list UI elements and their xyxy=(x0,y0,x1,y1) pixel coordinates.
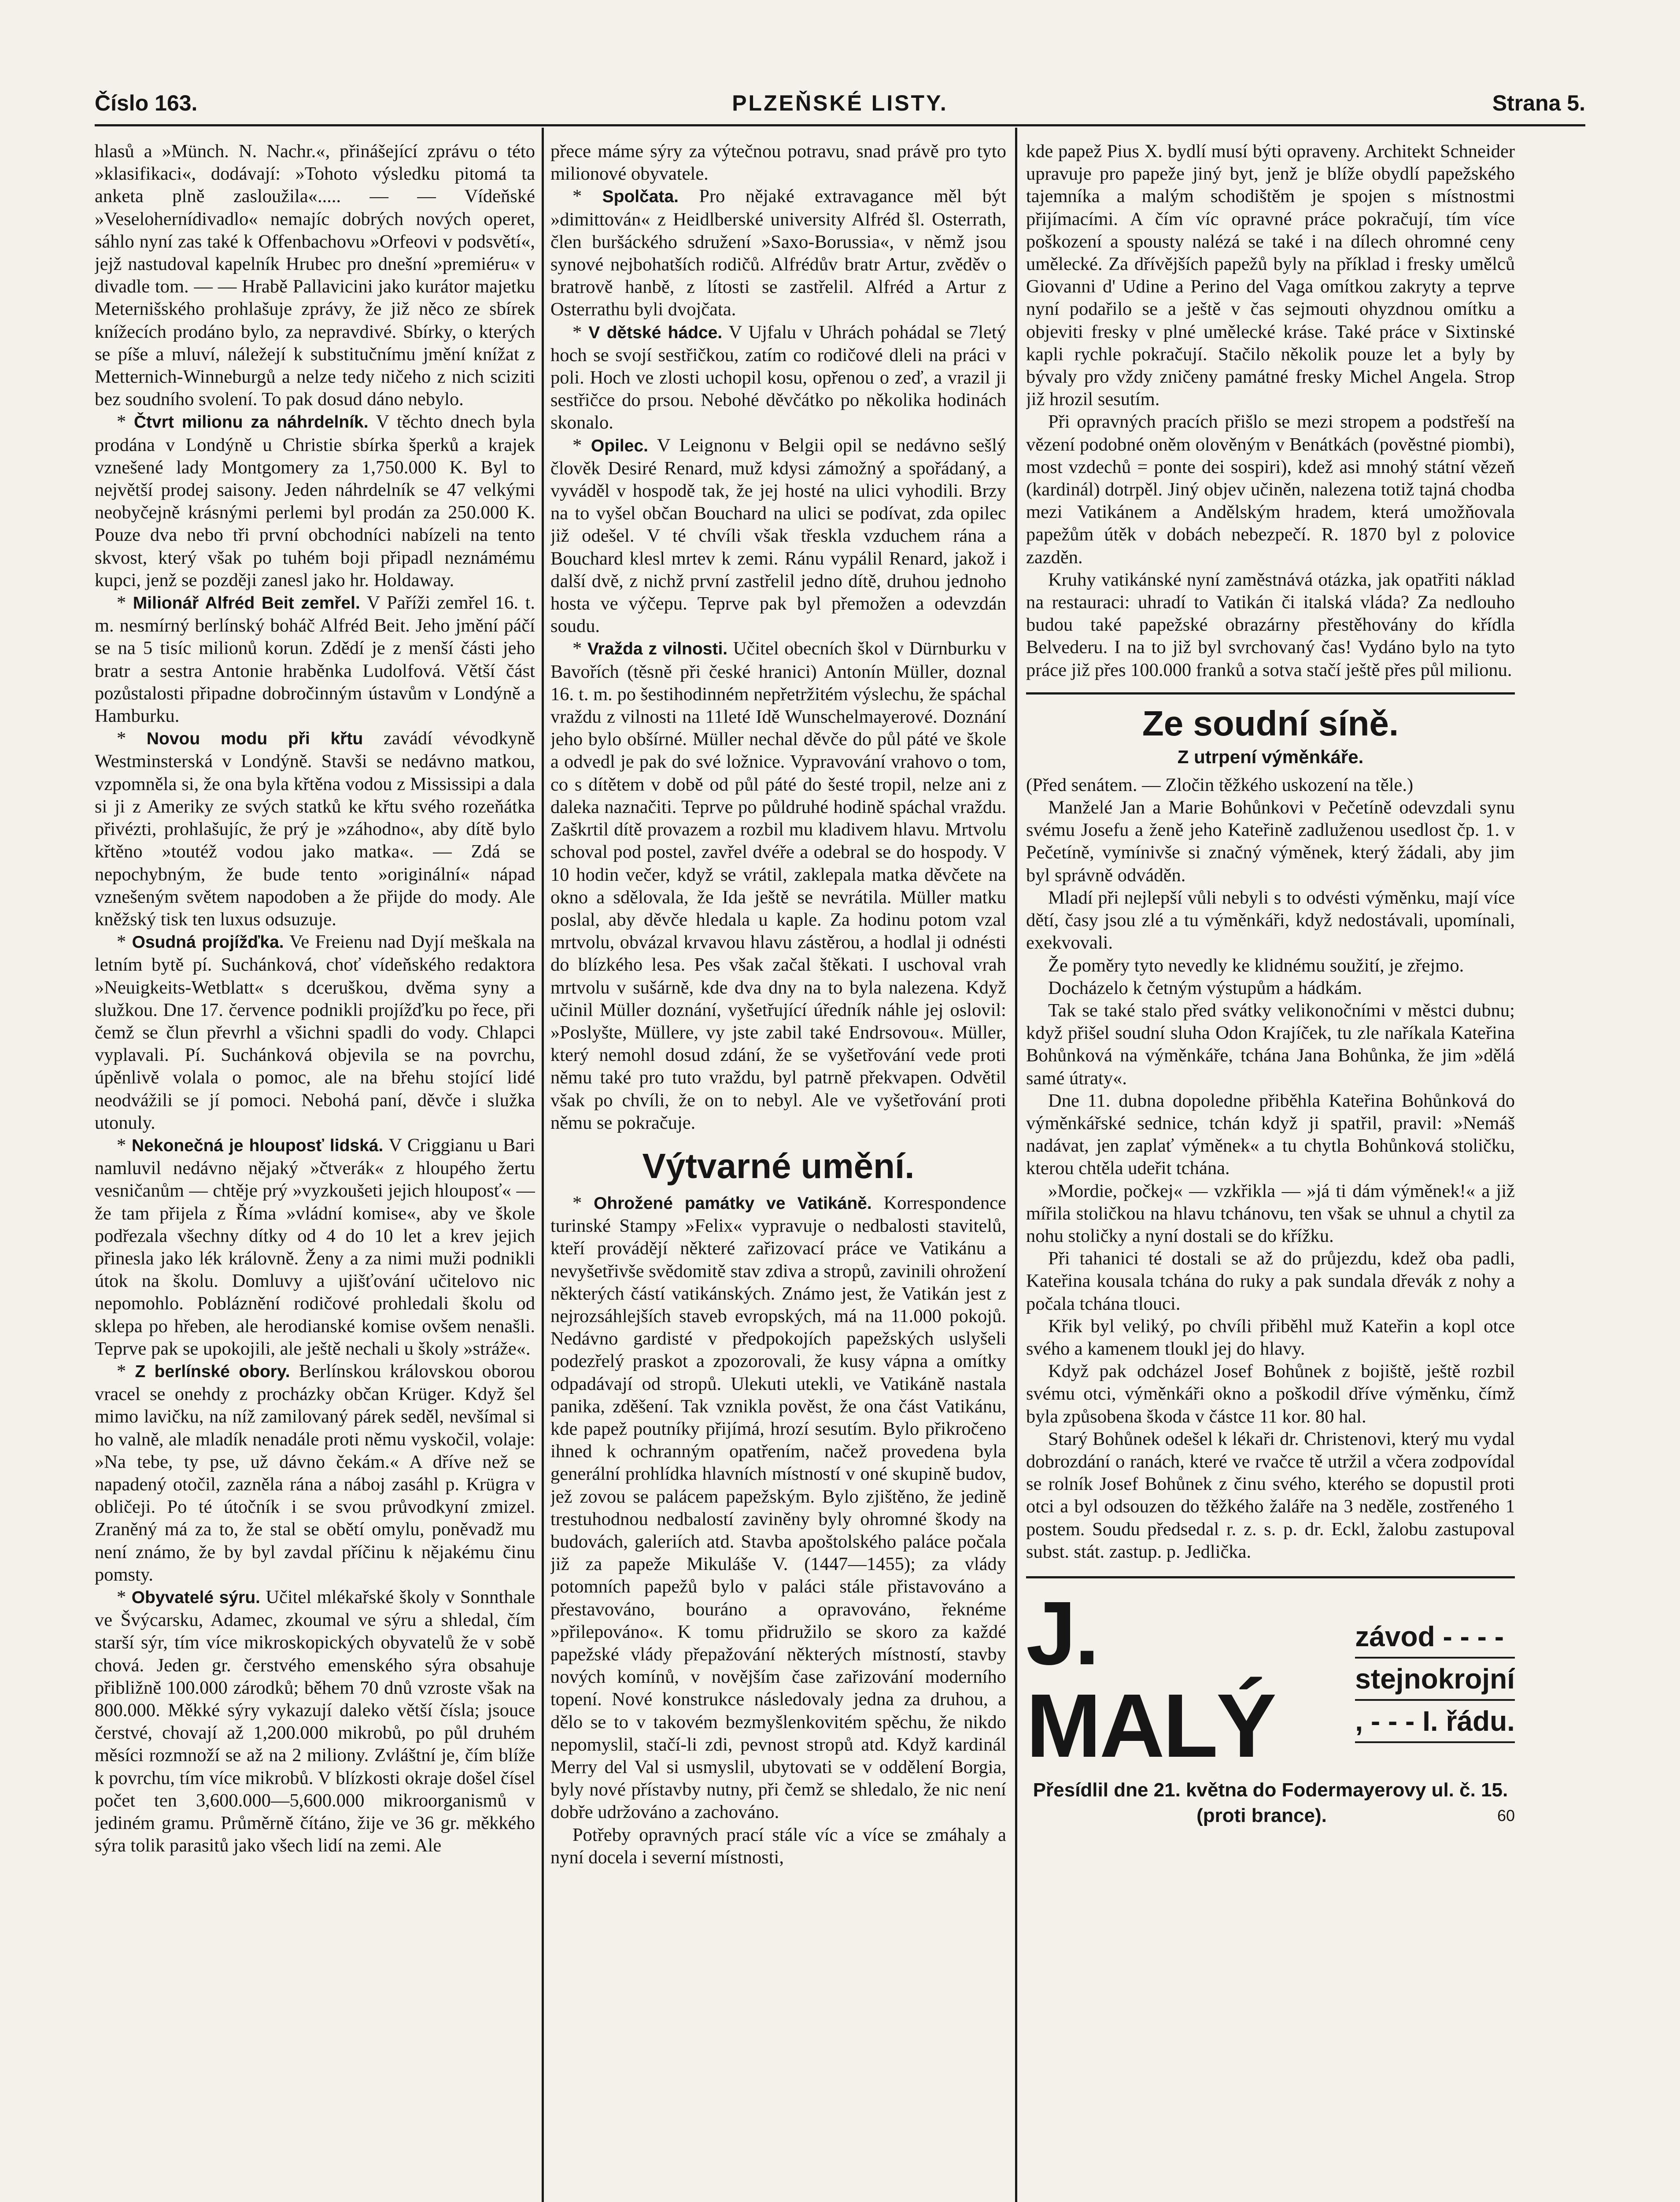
advertisement-maly xyxy=(1026,1576,1515,1829)
article-paragraph xyxy=(1026,1180,1515,1248)
article-paragraph: * Opilec. V Leignonu v Belgii opil se nedávno sešlý člověk Desiré Renard, muž kdysi zámožný a spořádaný, a vyváděl v hospodě tak, že jej hosté na ulici vyhodili. Brzy na to vyšel občan Bouchard na ulici se podívat, zda opilec již odešel. V té chvíli však třeskla vzduchem rána a Bouchard klesl mrtev k zemi. Ránu vypálil Renard, jakož i další dvě, z nichž první zastřelil jedno dítě, druhou jednoho hosta ve výčepu. Teprve pak byl přemožen a odevzdán soudu. xyxy=(550,435,1006,637)
article-text: hlasů a »Münch. N. Nachr.«, přinášející zprávu o této »klasifikaci«, dodávají: »Tohoto výsledku pitomá ta anketa plně zasloužila«..... — — Vídeňské »Veselohernídivadlo« nemajíc dobrých nových operet, sáhlo nyní zas také k Offenbachovu »Orfeovi v podsvětí«, jejž nastudoval kapelník Hrubec pro dnešní »premiéru« v divadle tom. — — Hrabě Pallavicini jako kurátor majetku Meternišského prohlašuje zprávy, že již něco ze sbírek knížecích prodáno bylo, za nepravdivé. Sbírky, o kterých se píše a mluví, náležejí k substitučnímu jmění knížat z Metternich-Winneburgů a nelze tedy ničeho z nich sciziti bez soudního svolení. To pak dosud dáno nebylo. xyxy=(95,141,535,410)
article-headline: Spolčata. xyxy=(602,187,679,207)
ad-company-name: J. MALÝ xyxy=(1026,1582,1275,1776)
article-text: (Před senátem. — Zločin těžkého uskození na těle.) xyxy=(1026,774,1414,795)
article-text: Starý Bohůnek odešel k lékaři dr. Christenovi, který mu vydal dobrozdání o ranách, které ve rvačce tě utržil a včera zodpovídal se rolník Josef Bohůnek z činu svého, kterého se dopustil proti otci a byl odsouzen do těžkého žaláře na 3 neděle, zostřeného 1 postem. Soudu předsedal r. z. s. p. dr. Eckl, žalobu zastupoval subst. stát. zastup. p. Jedlička. xyxy=(1026,1428,1515,1562)
page-header xyxy=(95,90,1585,121)
ad-address xyxy=(1026,1777,1515,1829)
article-paragraph: * Vražda z vilnosti. Učitel obecních škol v Dürnburku v Bavořích (těsně při české hranici) Antonín Müller, doznal 16. t. m. po šestihodinném nepřetržitém výslechu, že spáchal vraždu z vilnosti na 11leté Idě Wunschelmayerové. Doznání jeho bylo obšírné. Müller nechal děvče do půl páté ve škole a odvedl je pak do své ložnice. Vypravování vrahovo o tom, co s dítětem v době od půl páté do šesté tropil, nelze ani z daleka naznačiti. Teprve po půldruhé hodině spáchal vraždu. Zaškrtil dítě provazem a rozbil mu kladivem hlavu. Mrtvolu schoval pod postel, zavřel dvéře a odebral se do hospody. V 10 hodin večer, když se vrátil, zaklepala matka děvčete na okno a sdělovala, že Ida ještě se nevrátila. Müller matku poslal, aby děvče hledala u kaple. Za hodinu potom vzal mrtvolu, obvázal krvavou hlavu zástěrou, a hodlal ji odnésti do blízkého lesa. Pes však začal štěkati. I uschoval vrah mrtvolu v sušárně, kde dva dny na to byla nalezena. Když učinil Müller doznání, vyšetřující úředník náhle jej oslovil: »Poslyšte, Müllere, vy jste zabil také Endrsovou«. Müller, který nemohl dosud zdání, že se vyšetřování vede proti němu také pro tuto vraždu, byl patrně překvapen. Odvětil však po chvíli, že on to nebyl. Ale ve vyšetřování proti němu se pokračuje. xyxy=(550,638,1006,1133)
article-headline: Opilec. xyxy=(591,436,648,455)
article-text: Když pak odcházel Josef Bohůnek z bojiště, ještě rozbil svému otci, výměnkáři okno a poškodil dříve výměnku, čímž byla způsobena škoda v částce 11 kor. 80 hal. xyxy=(1026,1361,1515,1427)
article-headline: Čtvrt milionu za náhrdelník. xyxy=(133,413,369,432)
article-text: přece máme sýry za výtečnou potravu, snad právě pro tyto milionové obyvatele. xyxy=(550,141,1006,185)
article-paragraph xyxy=(1026,796,1515,887)
article-paragraph xyxy=(550,1824,1006,1869)
article-text: Korrespondence turinské Stampy »Felix« vypravuje o nedbalosti stavitelů, kteří provádějí některé zařizovací práce ve Vatikánu a nevyšetřivše svědomitě stav zdiva a stropů, zavinili ohrožení některých částí vatikánských. Známo jest, že Vatikán jest z nejrozsáhlejších staveb evropských, má na 11.000 pokojů. Nedávno gardisté v předpokojích papežských uslyšeli podezřelý praskot a zpozorovali, že kusy vápna a omítky odpadávají od stropů. Ulekuti utekli, ve Vatikáně nastala panika, zděšení. Tak vznikla pověst, že ona část Vatikánu, kde papež poutníky přijímá, hrozí sesutím. Bylo přikročeno ihned k ochranným opatřením, načež provedena byla generální prohlídka hlavních místností v oné skupině budov, jež zovou se palácem papežským. Bylo zjištěno, že jedině trestuhodnou nedbalostí zaviněny byly ohromné škody na budovách, galeriích atd. Stavba apoštolského paláce počala již za papeže Mikuláše V. (1447—1455); za vlády potomních papežů bylo v paláci stále přistavováno a přestavováno, bouráno a opravováno, řeknéme »přilepováno«. K tomu přidružilo se skoro za každé papežské vlády přepažování některých místností, stavby nových komínů, v novějším čase zařizování moderního topení. Nové konstrukce následovaly jedna za druhou, a dělo se to v takovém bezmyšlenkovitém spěchu, že nikdo nepomyslil, stačí-li zdi, pevnost stropů atd. Když kardinál Merry del Val si usmyslil, ubytovati se v oddělení Borgia, byly nové přístavby nutny, při čemž se shledalo, že nic není dobře udržováno a zachováno. xyxy=(550,1192,1006,1823)
article-text: Kruhy vatikánské nyní zaměstnává otázka, jak opatřiti náklad na restauraci: uhradí to Vatikán či italská vláda? Za nedlouho budou také papežské obrazárny přestěhovány do křídla Belvederu. I na to již byl svrchovaný čas! Vydáno bylo na tyto práce již přes 100.000 franků a sotva stačí ještě přes půl milionu. xyxy=(1026,569,1515,680)
article-text: V Ujfalu v Uhrách pohádal se 7letý hoch se svojí sestřičkou, zatím co rodičové dleli na práci v poli. Hoch ve zlosti uchopil kosu, opřenou o zeď, a vrazil ji sestřičce do prsou. Nebohé děvčátko po několika hodinách skonalo. xyxy=(550,321,1006,433)
article-text: Pro nějaké extravagance měl být »dimittován« z Heidlberské university Alfréd šl. Osterrath, člen buršáckého sdružení »Saxo-Borussia«, v němž jsou synové nejbohatších rodičů. Alfrédův bratr Artur, zvěděv o bratrově hanbě, z lítosti se zastřelil. Alfréd a Artur z Osterrathu byli dvojčata. xyxy=(550,186,1006,320)
article-title: Z utrpení výměnkáře. xyxy=(1177,746,1364,767)
article-text: Mladí při nejlepší vůli nebyli s to odvésti výměnku, mají více dětí, časy jsou zlé a tu výměnkáři, když nedostávali, upomínali, exekvovali. xyxy=(1026,887,1515,953)
article-paragraph xyxy=(1026,1360,1515,1428)
ad-line-3: , - - - I. řádu. xyxy=(1355,1701,1515,1743)
article-text: Tak se také stalo před svátky velikonočními v městci dubnu; když přišel soudní sluha Odon Krajíček, tu zle naříkala Kateřina Bohůnková na výměnkáře, tchána Jana Bohůnka, že jim »dělá samé útraty«. xyxy=(1026,1000,1515,1089)
section-title: Ze soudní síně. xyxy=(1142,703,1399,743)
ad-address-text: Přesídlil dne 21. května do Fodermayerovy ul. č. 15. (proti brance). xyxy=(1033,1779,1508,1826)
article-paragraph: * Ohrožené památky ve Vatikáně. Korrespondence turinské Stampy »Felix« vypravuje o nedbalosti stavitelů, kteří provádějí některé zařizovací práce ve Vatikánu a nevyšetřivše svědomitě stav zdiva a stropů, zavinili ohrožení některých částí vatikánských. Známo jest, že Vatikán jest z nejrozsáhlejších staveb evropských, má na 11.000 pokojů. Nedávno gardisté v předpokojích papežských uslyšeli podezřelý praskot a zpozorovali, že kusy vápna a omítky odpadávají od stropů. Ulekuti utekli, ve Vatikáně nastala panika, zděšení. Tak vznikla pověst, že ona část Vatikánu, kde papež poutníky přijímá, hrozí sesutím. Bylo přikročeno ihned k ochranným opatřením, načež provedena byla generální prohlídka hlavních místností v oné skupině budov, jež zovou se palácem papežským. Bylo zjištěno, že jedině trestuhodnou nedbalostí zaviněny byly ohromné škody na budovách, galeriích atd. Stavba apoštolského paláce počala již za papeže Mikuláše V. (1447—1455); za vlády potomních papežů bylo v paláci stále přistavováno a přestavováno, bouráno a opravováno, řeknéme »přilepováno«. K tomu přidružilo se skoro za každé papežské vlády přepažování některých místností, stavby nových komínů, v novějším čase zařizování moderního topení. Nové konstrukce následovaly jedna za druhou, a dělo se to v takovém bezmyšlenkovitém spěchu, že nikdo nepomyslil, stačí-li zdi, pevnost stropů atd. Když kardinál Merry del Val si usmyslil, ubytovati se v oddělení Borgia, byly nové přístavby nutny, při čemž se shledalo, že nic není dobře udržováno a zachováno. xyxy=(550,1192,1006,1823)
article-paragraph: * Z berlínské obory. Berlínskou královskou oborou vracel se onehdy z procházky občan Krüger. Když šel mimo lavičku, na níž zamilovaný párek seděl, nevšímal si ho valně, ale mladík nenadále proti němu vyskočil, volaje: »Na tebe, ty pse, už dávno čekám.« A dříve než se napadený otočil, zazněla rána a náboj zasáhl p. Krügra v obličeji. Po té útočník i se svou průvodkyní zmizel. Zraněný má za to, že stal se obětí omylu, poněvadž mu není známo, že by byl zavdal příčinu k nějakému činu pomsty. xyxy=(95,1360,535,1585)
article-headline: Obyvatelé sýru. xyxy=(131,1588,260,1607)
article-headline: Milionář Alfréd Beit zemřel. xyxy=(133,594,360,613)
article-headline: V dětské hádce. xyxy=(588,323,723,342)
article-paragraph: * Obyvatelé sýru. Učitel mlékařské školy v Sonnthale ve Švýcarsku, Adamec, zkoumal ve sýru a shledal, čím starší sýr, tím více mikroskopických obyvatelů že v sobě chová. Jeden gr. čerstvého emenského sýra obsahuje přibližně 100.000 zárodků; během 70 dnů vzroste však na 800.000. Měkké sýry vykazují daleko větší čísla; jsouce čerstvé, chovají až 1,200.000 mikrobů, po půl druhém měsíci rozmnoží se až na 2 miliony. Zvláštní je, čím blíže k povrchu, tím více mikrobů. V blízkosti okraje došel čísel počet ten 3,600.000—5,600.000 mikroorganismů v jediném gramu. Průměrně čítáno, žije ve 36 gr. měkkého sýra tolik parasitů jako všech lidí na zemi. Ale xyxy=(95,1587,535,1856)
article-paragraph: * Osudná projížďka. Ve Freienu nad Dyjí meškala na letním bytě pí. Suchánková, choť vídeňského redaktora »Neuigkeits-Wetblatt« s dceruškou, dvěma syny a služkou. Dne 17. července podnikli projížďku po řece, při čemž se člun převrhl a všichni spadli do vody. Chlapci vyplavali. Pí. Suchánková objevila se na povrchu, úpěnlivě volala o pomoc, ale na břehu stojící lidé neodvážili se jí pomoci. Nebohá paní, děvče i služka utonuly. xyxy=(95,931,535,1133)
article-paragraph xyxy=(1026,887,1515,954)
ad-line-1: závod - - - - xyxy=(1355,1616,1515,1659)
column-1 xyxy=(95,140,535,2202)
section-title: Výtvarné umění. xyxy=(642,1146,915,1186)
article-headline: Novou modu při křtu xyxy=(146,729,363,749)
article-text: V Criggianu u Bari namluvil nedávno nějaký »čtverák« z hloupého žertu vesničanům — chtěje prý »vyzkoušeti jejich hlouposť« — že tam přijela z Říma »vládní komise«, aby ve škole podřezala všechny dítky od 4 do 10 let a krev jejich přinesla jako lék královně. Ženy a za nimi muži podnikli útok na školu. Domluvy a ujišťování učitelovo nic nepomohlo. Pobláznění rodičové prohledali školu od sklepa po hřeben, ale herodianské komise ovšem nenašli. Teprve pak se upokojili, ale ještě nechali u školy »stráže«. xyxy=(95,1134,535,1359)
article-paragraph xyxy=(1026,140,1515,410)
article-text: V Paříži zemřel 16. t. m. nesmírný berlínský boháč Alfréd Beit. Jeho jmění páčí se na 5 tisíc milionů korun. Zdědí je z menší části jeho bratr a sestra Antonie hraběnka Ludolfová. Větší část pozůstalosti připadne dobročinným ústavům v Londýně a Hamburku. xyxy=(95,592,535,727)
ad-number: 60 xyxy=(1497,1806,1515,1825)
masthead-title: PLZEŇSKÉ LISTY. xyxy=(732,91,948,115)
column-divider-1 xyxy=(542,128,544,2202)
article-headline: Nekonečná je hlouposť lidská. xyxy=(132,1136,384,1155)
article-paragraph: * V dětské hádce. V Ujfalu v Uhrách pohádal se 7letý hoch se svojí sestřičkou, zatím co rodičové dleli na práci v poli. Hoch ve zlosti uchopil kosu, opřenou o zeď, a vrazil ji sestřičce do prsou. Nebohé děvčátko po několika hodinách skonalo. xyxy=(550,321,1006,433)
article-text: V Leignonu v Belgii opil se nedávno sešlý člověk Desiré Renard, muž kdysi zámožný a spořádaný, a vyváděl v hospodě tak, že jej hosté na ulici vyhodili. Brzy na to vyšel občan Bouchard na ulici se podívat, zda opilec již odešel. V té chvíli však třeskla vzduchem rána a Bouchard klesl mrtev k zemi. Ránu vypálil Renard, jakož i další dvě, z nichž první zastřelil jedno dítě, druhou jednoho hosta ve výčepu. Teprve pak byl přemožen a odevzdán soudu. xyxy=(550,435,1006,637)
column-2 xyxy=(550,140,1006,2202)
article-paragraph xyxy=(95,140,535,410)
article-text: Že poměry tyto nevedly ke klidnému soužití, je zřejmo. xyxy=(1048,955,1464,976)
article-paragraph: * Čtvrt milionu za náhrdelník. V těchto dnech byla prodána v Londýně u Christie sbírka šperků a krajek vznešené lady Montgomery za 1,750.000 K. Byl to největší prodej saisony. Jeden náhrdelník se 47 velkými neobyčejně krásnými perlemi byl prodán za 250.000 K. Pouze dva nebo tři první obchodníci nabízeli na tento skvost, který však po tuhém boji připadl neznámému kupci, jenž se později zanesl jako hr. Holdaway. xyxy=(95,411,535,591)
article-headline: Osudná projížďka. xyxy=(132,933,284,952)
column-divider-2 xyxy=(1015,128,1017,2202)
article-text: V těchto dnech byla prodána v Londýně u Christie sbírka šperků a krajek vznešené lady Montgomery za 1,750.000 K. Byl to největší prodej saisony. Jeden náhrdelník se 47 velkými neobyčejně krásnými perlemi byl prodán za 250.000 K. Pouze dva nebo tři první obchodníci nabízeli na tento skvost, který však po tuhém boji připadl neznámému kupci, jenž se později zanesl jako hr. Holdaway. xyxy=(95,411,535,591)
article-paragraph: * Nekonečná je hlouposť lidská. V Criggianu u Bari namluvil nedávno nějaký »čtverák« z hloupého žertu vesničanům — chtěje prý »vyzkoušeti jejich hlouposť« — že tam přijela z Říma »vládní komise«, aby ve škole podřezala všechny dítky od 4 do 10 let a krev jejich přinesla jako lék královně. Ženy a za nimi muži podnikli útok na školu. Domluvy a ujišťování učitelovo nic nepomohlo. Pobláznění rodičové prohledali školu od sklepa po hřeben, ale herodianské komise ovšem nenašli. Teprve pak se upokojili, ale ještě nechali u školy »stráže«. xyxy=(95,1134,535,1359)
section-rule xyxy=(1026,692,1515,695)
article-text: Při opravných pracích přišlo se mezi stropem a podstřeší na vězení podobné oněm olověným v Benátkách (pověstné piombi), most vzdechů = ponte dei sospiri), kdež asi mnohý státní vězeň (kardinál) dotrpěl. Jiný objev učiněn, nalezena totiž tajná chodba mezi Vatikánem a Andělským hradem, která umožňovala papežům útěk v dobách nebezpečí. R. 1870 byl z polovice zazděn. xyxy=(1026,411,1515,568)
section-heading xyxy=(550,1145,1006,1187)
article-paragraph xyxy=(1026,977,1515,999)
article-text: Učitel mlékařské školy v Sonnthale ve Švýcarsku, Adamec, zkoumal ve sýru a shledal, čím starší sýr, tím více mikroskopických obyvatelů že v sobě chová. Jeden gr. čerstvého emenského sýra obsahuje přibližně 100.000 zárodků; během 70 dnů vzroste však na 800.000. Měkké sýry vykazují daleko větší čísla; jsouce čerstvé, chovají až 1,200.000 mikrobů, po půl druhém měsíci rozmnoží se až na 2 miliony. Zvláštní je, čím blíže k povrchu, tím více mikrobů. V blízkosti okraje došel čísel počet ten 3,600.000—5,600.000 mikroorganismů v jediném gramu. Průměrně čítáno, žije ve 36 gr. měkkého sýra tolik parasitů jako všech lidí na zemi. Ale xyxy=(95,1587,535,1856)
article-text: Berlínskou královskou oborou vracel se onehdy z procházky občan Krüger. Když šel mimo lavičku, na níž zamilovaný párek seděl, nevšímal si ho valně, ale mladík nenadále proti němu vyskočil, volaje: »Na tebe, ty pse, už dávno čekám.« A dříve než se napadený otočil, zazněla rána a náboj zasáhl p. Krügra v obličeji. Po té útočník i se svou průvodkyní zmizel. Zraněný má za to, že stal se obětí omylu, poněvadž mu není známo, že by byl zavdal příčinu k nějakému činu pomsty. xyxy=(95,1360,535,1585)
article-paragraph xyxy=(1026,1315,1515,1360)
article-text: Docházelo k četným výstupům a hádkám. xyxy=(1048,977,1362,998)
article-paragraph: * Novou modu při křtu zavádí vévodkyně Westminsterská v Londýně. Stavši se nedávno matkou, vzpomněla si, že ona byla křtěna vodou z Mississipi a dala si ji z Ameriky ze svých statků ke křtu svého rozeňátka přivézti, prohlašujíc, že prý je »záhodno«, aby dítě bylo křtěno »toutéž vodou jako matka«. — Zdá se nepochybným, že bude tento »originální« nápad vznešeným světem napodoben a že přijde do mody. Ale kněžský tisk ten luxus odsuzuje. xyxy=(95,728,535,930)
article-paragraph xyxy=(1026,954,1515,977)
section-heading xyxy=(1026,692,1515,769)
ad-line-2: stejnokrojní xyxy=(1355,1659,1515,1701)
issue-number: Číslo 163. xyxy=(95,91,198,115)
article-text: Dne 11. dubna dopoledne přiběhla Kateřina Bohůnková do výměnkářské sednice, tchán když ji spatřil, pravil: »Nemáš nadávat, jen zaplať výměnek« a tu chytla Bohůnková stoličku, kterou chtěla udeřit tchána. xyxy=(1026,1090,1515,1179)
article-headline: Z berlínské obory. xyxy=(135,1362,290,1381)
article-paragraph: * Milionář Alfréd Beit zemřel. V Paříži zemřel 16. t. m. nesmírný berlínský boháč Alfréd Beit. Jeho jmění páčí se na 5 tisíc milionů korun. Zdědí je z menší části jeho bratr a sestra Antonie hraběnka Ludolfová. Větší část pozůstalosti připadne dobročinným ústavům v Londýně a Hamburku. xyxy=(95,592,535,727)
page-number: Strana 5. xyxy=(1492,91,1585,115)
article-text: zavádí vévodkyně Westminsterská v Londýně. Stavši se nedávno matkou, vzpomněla si, že ona byla křtěna vodou z Mississipi a dala si ji z Ameriky ze svých statků ke křtu svého rozeňátka přivézti, prohlašujíc, že prý je »záhodno«, aby dítě bylo křtěno »toutéž vodou jako matka«. — Zdá se nepochybným, že bude tento »originální« nápad vznešeným světem napodoben a že přijde do mody. Ale kněžský tisk ten luxus odsuzuje. xyxy=(95,728,535,930)
article-paragraph xyxy=(550,140,1006,185)
article-text: Potřeby opravných prací stále víc a více se zmáhaly a nyní docela i severní místnosti, xyxy=(550,1824,1006,1868)
article-text: »Mordie, počkej« — vzkřikla — »já ti dám výměnek!« a již mířila stoličkou na hlavu tchánovu, ten však se uhnul a chytil za nohu stoličky a nyní dostali se do křížku. xyxy=(1026,1180,1515,1246)
article-headline: Vražda z vilnosti. xyxy=(587,639,728,659)
article-text: Ve Freienu nad Dyjí meškala na letním bytě pí. Suchánková, choť vídeňského redaktora »Neuigkeits-Wetblatt« s dceruškou, dvěma syny a služkou. Dne 17. července podnikli projížďku po řece, při čemž se člun převrhl a všichni spadli do vody. Chlapci vyplavali. Pí. Suchánková objevila se na povrchu, úpěnlivě volala o pomoc, ale na břehu stojící lidé neodvážili se jí pomoci. Nebohá paní, děvče i služka utonuly. xyxy=(95,931,535,1133)
article-text: kde papež Pius X. bydlí musí býti opraveny. Architekt Schneider upravuje pro papeže jiný byt, jenž je blíže obydlí papežského tajemníka a malým schodištěm je spojen s místnostmi přijímacími. A čím víc opravné práce pokračují, tím více poškození a spousty nalézá se také i na dílech ohromné ceny umělecké. Za dřívějších papežů byly na příklad i fresky umělců Giovanni d' Udine a Perino del Vaga omítkou zakryty a teprve nyní podařilo se a ještě v čas sejmouti ohyzdnou omítku a objeviti fresky v plné umělecké kráse. Také práce v Sixtinské kapli rychle pokračují. Stačilo několik pouze let a byly by bývaly pro vždy zničeny památné fresky Michel Angela. Strop již hrozil sesutím. xyxy=(1026,141,1515,410)
article-paragraph xyxy=(1026,774,1515,796)
article-text: Křik byl veliký, po chvíli přiběhl muž Kateřin a kopl otce svého a kamenem tloukl jej do hlavy. xyxy=(1026,1315,1515,1359)
article-text: Při tahanici té dostali se až do průjezdu, kdež oba padli, Kateřina kousala tchána do ruky a pak sundala dřevák z nohy a počala tchána tlouci. xyxy=(1026,1248,1515,1314)
article-text: Manželé Jan a Marie Bohůnkovi v Pečetíně odevzdali synu svému Josefu a ženě jeho Kateřině zadluženou usedlost čp. 1. v Pečetíně, vymínivše si značný výměnek, který žádali, aby jim byl správně odváděn. xyxy=(1026,797,1515,886)
article-paragraph xyxy=(1026,569,1515,681)
article-text: Učitel obecních škol v Dürnburku v Bavořích (těsně při české hranici) Antonín Müller, doznal 16. t. m. po šestihodinném nepřetržitém výslechu, že spáchal vraždu z vilnosti na 11leté Idě Wunschelmayerové. Doznání jeho bylo obšírné. Müller nechal děvče do půl páté ve škole a odvedl je pak do své ložnice. Vypravování vrahovo o tom, co s dítětem v době od půl páté do šesté tropil, nelze ani z daleka naznačiti. Teprve po půldruhé hodině spáchal vraždu. Zaškrtil dítě provazem a rozbil mu kladivem hlavu. Mrtvolu schoval pod postel, zavřel dvéře a odebral se do hospody. V 10 hodin večer, když se vrátil, zaklepala matka děvčete na okno a sdělovala, že Ida ještě se nevrátila. Müller matku poslal, aby děvče hledala u kaple. Za hodinu potom vzal mrtvolu, obvázal krvavou hlavu zástěrou, a hodlal ji odnésti do blízkého lesa. Pes však začal štěkati. I uschoval vrah mrtvolu v sušárně, kde dva dny na to byla nalezena. Když učinil Müller doznání, vyšetřující úředník náhle jej oslovil: »Poslyšte, Müllere, vy jste zabil také Endrsovou«. Müller, který nemohl dosud zdání, že se vyšetřování vede proti němu také pro tuto vraždu, byl patrně překvapen. Odvětil však po chvíli, že on to nebyl. Ale ve vyšetřování proti němu se pokračuje. xyxy=(550,638,1006,1133)
article-paragraph xyxy=(1026,999,1515,1090)
article-paragraph xyxy=(1026,1428,1515,1563)
article-headline: Ohrožené památky ve Vatikáně. xyxy=(594,1193,872,1213)
article-paragraph: * Spolčata. Pro nějaké extravagance měl být »dimittován« z Heidlberské university Alfréd šl. Osterrath, člen buršáckého sdružení »Saxo-Borussia«, v němž jsou synové nejbohatších rodičů. Alfrédův bratr Artur, zvěděv o bratrově hanbě, z lítosti se zastřelil. Alfréd a Artur z Osterrathu byli dvojčata. xyxy=(550,186,1006,320)
article-paragraph xyxy=(1026,410,1515,568)
article-paragraph xyxy=(1026,1247,1515,1315)
column-3-body xyxy=(1026,140,1515,1563)
column-3 xyxy=(1026,140,1515,2202)
article-paragraph xyxy=(1026,1090,1515,1180)
header-rule xyxy=(95,124,1585,126)
ad-tagline xyxy=(1355,1616,1515,1743)
